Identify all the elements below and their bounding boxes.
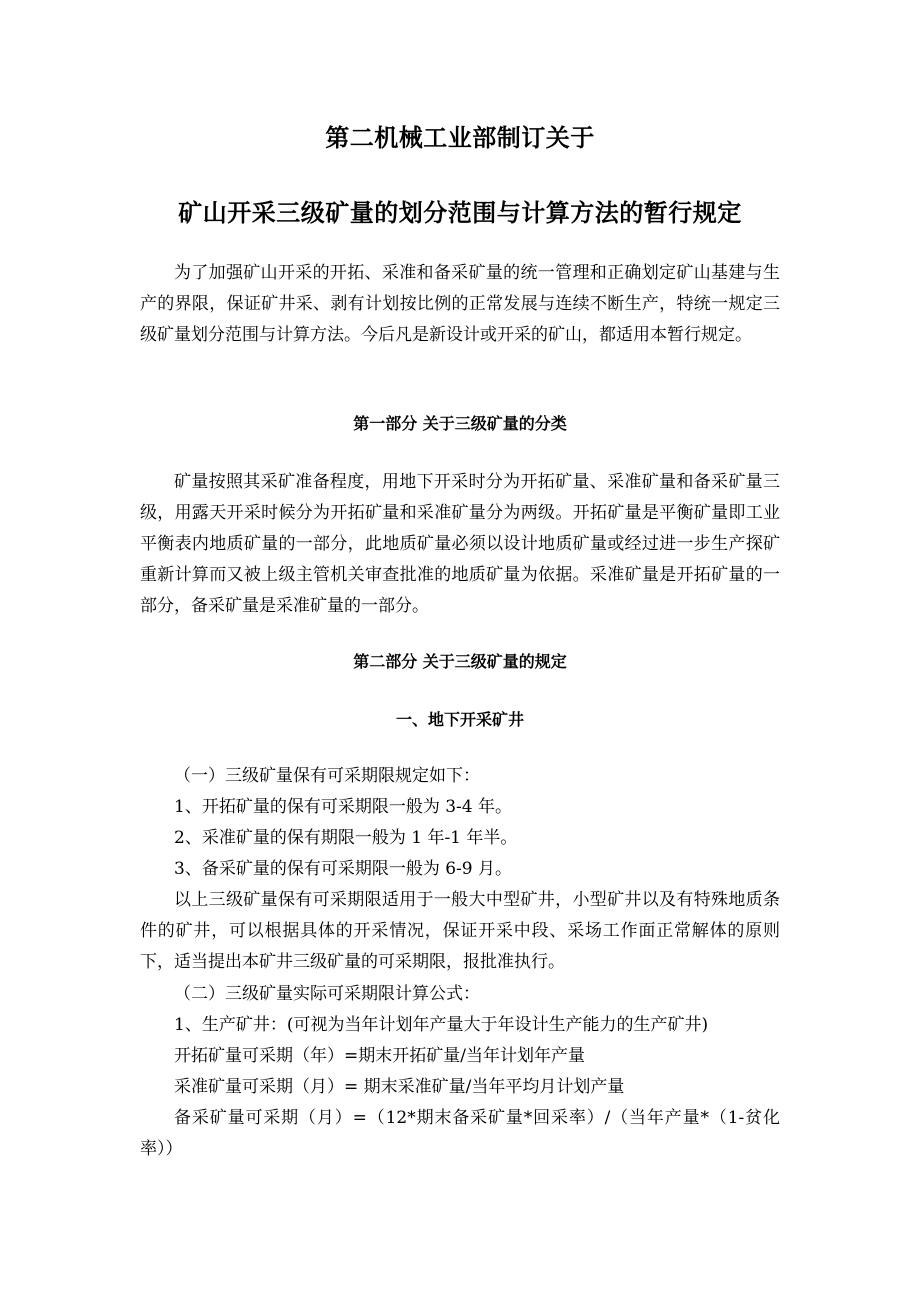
intro-paragraph: 为了加强矿山开采的开拓、采准和备采矿量的统一管理和正确划定矿山基建与生产的界限，保证矿井采、剥有计划按比例的正常发展与连续不断生产，特统一规定三级矿量划分范围与计算方法。今后凡是新设计或开采的矿山，都适用本暂行规定。 xyxy=(140,263,780,345)
item-1-note-paragraph: 以上三级矿量保有可采期限适用于一般大中型矿井，小型矿井以及有特殊地质条件的矿井，可以根据具体的开采情况，保证开采中段、采场工作面正常解体的原则下，适当提出本矿井三级矿量的可采期限，报批准执行。 xyxy=(140,890,780,972)
item-1-point-3: 3、备采矿量的保有可采期限一般为 6-9 月。 xyxy=(174,859,512,879)
part-1-heading: 第一部分 关于三级矿量的分类 xyxy=(353,414,567,433)
item-1-heading: （一）三级矿量保有可采期限规定如下： xyxy=(174,766,480,786)
formula-stoping-paragraph: 备采矿量可采期（月）=（12*期末备采矿量*回采率）/（当年产量*（1-贫化率）） xyxy=(140,1108,780,1159)
item-2-heading: （二）三级矿量实际可采期限计算公式： xyxy=(174,984,480,1004)
item-2-point-1: 1、生产矿井：(可视为当年计划年产量大于年设计生产能力的生产矿井) xyxy=(174,1015,709,1035)
section-1-heading: 一、地下开采矿井 xyxy=(395,710,524,729)
formula-preparation: 采准矿量可采期（月）= 期末采准矿量/当年平均月计划产量 xyxy=(174,1077,625,1097)
item-1-point-1: 1、开拓矿量的保有可采期限一般为 3-4 年。 xyxy=(174,797,512,817)
item-1-point-2: 2、采准矿量的保有期限一般为 1 年-1 年半。 xyxy=(174,828,518,848)
document-title-line-2: 矿山开采三级矿量的划分范围与计算方法的暂行规定 xyxy=(178,199,742,227)
formula-development: 开拓矿量可采期（年）=期末开拓矿量/当年计划年产量 xyxy=(174,1046,585,1066)
part-1-paragraph: 矿量按照其采矿准备程度，用地下开采时分为开拓矿量、采准矿量和备采矿量三级，用露天开采时候分为开拓矿量和采准矿量分为两级。开拓矿量是平衡矿量即工业平衡表内地质矿量的一部分，此地质矿量必须以设计地质矿量或经过进一步生产探矿重新计算而又被上级主管机关审查批准的地质矿量为依据。采准矿量是开拓矿量的一部分，备采矿量是采准矿量的一部分。 xyxy=(140,472,780,616)
part-2-heading: 第二部分 关于三级矿量的规定 xyxy=(353,652,567,671)
document-title-line-1: 第二机械工业部制订关于 xyxy=(325,124,595,152)
